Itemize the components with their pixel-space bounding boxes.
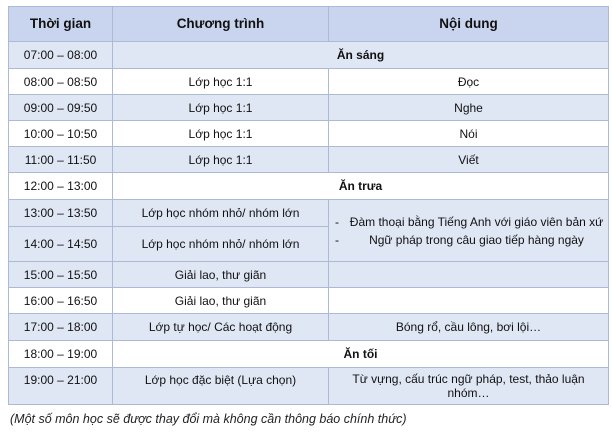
time-cell: 11:00 – 11:50 [9,147,113,173]
time-cell: 09:00 – 09:50 [9,95,113,121]
header-row [9,7,609,42]
header-time: Thời gian [9,7,113,42]
content-cell: Nghe [329,95,609,121]
time-cell: 16:00 – 16:50 [9,288,113,314]
program-cell: Lớp học 1:1 [113,147,329,173]
program-cell: Giải lao, thư giãn [113,262,329,288]
time-cell: 19:00 – 21:00 [9,368,113,405]
list-item [333,232,604,248]
list-item-text: Đàm thoại bằng Tiếng Anh với giáo viên bản xứ [349,214,604,229]
table-row [9,341,609,368]
group-content-cell [329,200,609,262]
time-cell: 18:00 – 19:00 [9,341,113,368]
time-cell: 12:00 – 13:00 [9,173,113,200]
meal-cell: Ăn sáng [113,42,609,69]
table-row [9,121,609,147]
time-cell: 17:00 – 18:00 [9,314,113,341]
schedule-table [8,6,609,405]
program-cell: Lớp học nhóm nhỏ/ nhóm lớn [113,227,329,262]
table-row [9,262,609,288]
program-cell: Lớp học đặc biệt (Lựa chọn) [113,368,329,405]
program-cell: Lớp học 1:1 [113,69,329,95]
list-item [333,214,604,230]
meal-cell: Ăn tối [113,341,609,368]
table-row [9,200,609,227]
time-cell: 14:00 – 14:50 [9,227,113,262]
table-row [9,42,609,69]
program-cell: Lớp học nhóm nhỏ/ nhóm lớn [113,200,329,227]
footnote: (Một số môn học sẽ được thay đổi mà không cần thông báo chính thức) [10,412,407,426]
content-cell: Viết [329,147,609,173]
program-cell: Giải lao, thư giãn [113,288,329,314]
meal-cell: Ăn trưa [113,173,609,200]
header-program: Chương trình [113,7,329,42]
time-cell: 07:00 – 08:00 [9,42,113,69]
dash-marker: - [335,214,339,229]
table-row [9,314,609,341]
program-cell: Lớp học 1:1 [113,121,329,147]
content-cell [329,288,609,314]
time-cell: 08:00 – 08:50 [9,69,113,95]
table-row [9,288,609,314]
program-cell: Lớp học 1:1 [113,95,329,121]
table-row [9,368,609,405]
table-row [9,147,609,173]
list-item-text: Ngữ pháp trong câu giao tiếp hàng ngày [369,232,584,247]
content-cell: Bóng rổ, cầu lông, bơi lội… [329,314,609,341]
content-cell: Nói [329,121,609,147]
table-row [9,173,609,200]
program-cell: Lớp tự học/ Các hoạt động [113,314,329,341]
table-row [9,95,609,121]
header-content: Nội dung [329,7,609,42]
time-cell: 13:00 – 13:50 [9,200,113,227]
dash-marker: - [335,232,339,247]
content-cell [329,262,609,288]
content-cell: Đọc [329,69,609,95]
table-row [9,69,609,95]
content-cell: Từ vựng, cấu trúc ngữ pháp, test, thảo luận nhóm… [329,368,609,405]
time-cell: 15:00 – 15:50 [9,262,113,288]
time-cell: 10:00 – 10:50 [9,121,113,147]
